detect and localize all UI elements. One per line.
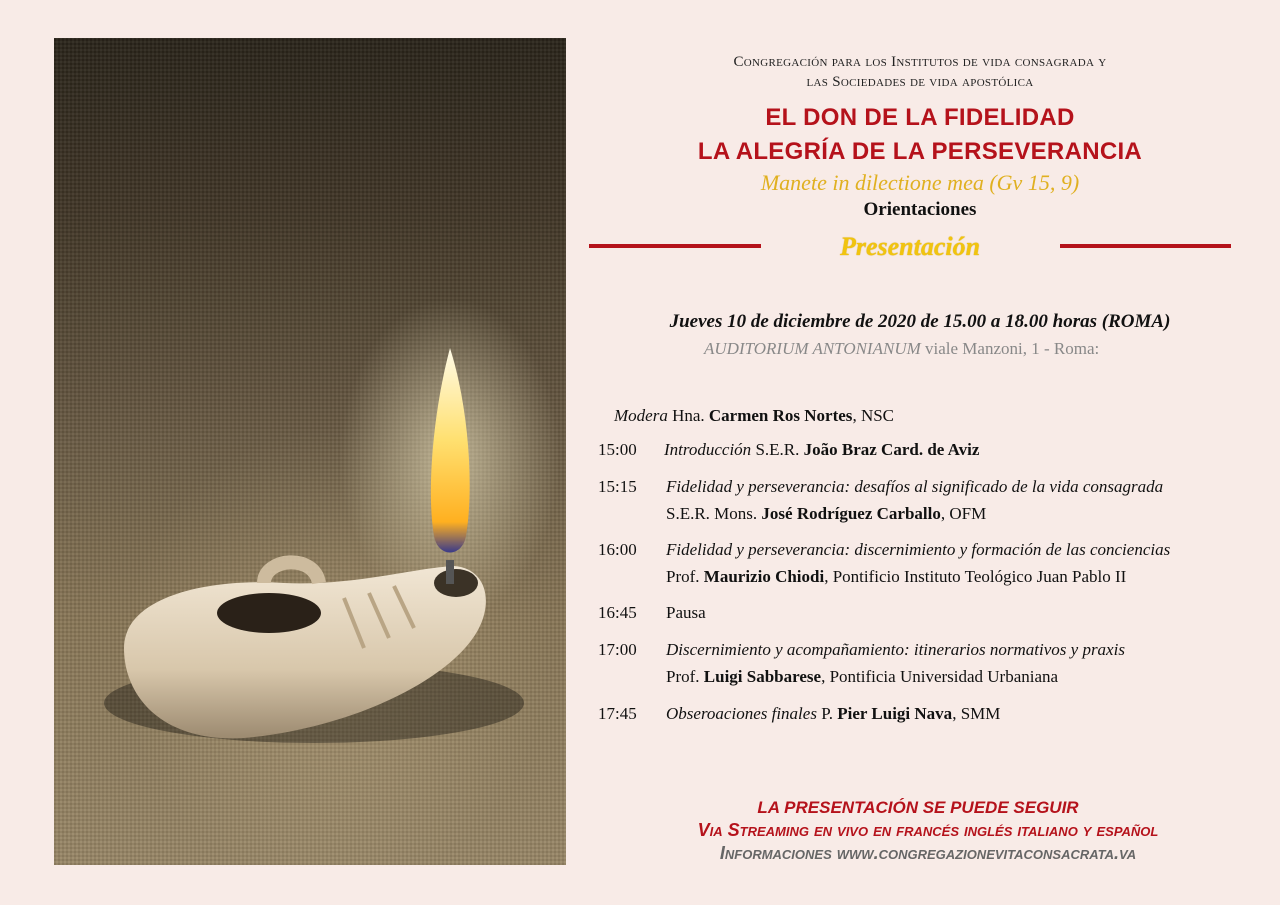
- organization-header: [600, 52, 1240, 92]
- speaker-prefix: Prof.: [666, 667, 700, 686]
- organization-line-1: Congregación para los Institutos de vida consagrada y: [733, 54, 1107, 70]
- speaker-affiliation: , OFM: [940, 504, 987, 523]
- footer-line-1: LA PRESENTACIÓN SE PUEDE SEGUIR: [757, 798, 1079, 817]
- speaker-name: Pier Luigi Nava: [837, 704, 953, 723]
- program-topic: Pausa: [666, 603, 706, 622]
- speaker-prefix: P.: [821, 704, 834, 723]
- program-time: 15:00: [598, 440, 637, 459]
- event-venue: [704, 339, 1099, 359]
- event-date: Jueves 10 de diciembre de 2020 de 15.00 a 18.00 horas (ROMA): [669, 311, 1171, 332]
- footer-line-2: Via Streaming en vivo en francés inglés italiano y español: [697, 820, 1159, 840]
- organization-line-2: las Sociedades de vida apostólica: [806, 74, 1034, 90]
- divider-right: [1060, 244, 1231, 248]
- presentation-heading: Presentación: [839, 232, 981, 261]
- program-topic: Fidelidad y perseverancia: desafíos al significado de la vida consagrada: [666, 477, 1164, 496]
- speaker-prefix: Prof.: [666, 567, 700, 586]
- footer-info-link[interactable]: Informaciones www.congregazionevitaconsacrata.va: [719, 843, 1137, 863]
- main-title-line-1: EL DON DE LA FIDELIDAD: [765, 104, 1075, 131]
- oil-lamp-photo: [54, 38, 566, 865]
- speaker-affiliation: , Pontificia Universidad Urbaniana: [821, 667, 1059, 686]
- moderator-suffix: , NSC: [852, 406, 895, 425]
- speaker-prefix: S.E.R.: [755, 440, 800, 459]
- program-line: [664, 440, 979, 460]
- moderator-line: [614, 406, 894, 426]
- venue-name: AUDITORIUM ANTONIANUM: [704, 339, 921, 358]
- speaker-name: Maurizio Chiodi: [703, 567, 825, 586]
- moderator-name: Carmen Ros Nortes: [708, 406, 853, 425]
- venue-address: viale Manzoni, 1 - Roma:: [925, 339, 1100, 358]
- program-topic: Obseroaciones finales: [666, 704, 817, 723]
- speaker-affiliation: , Pontificio Instituto Teológico Juan Pablo II: [824, 567, 1127, 586]
- program-speaker-line: [666, 504, 986, 524]
- program-topic: Fidelidad y perseverancia: discernimiento y formación de las conciencias: [666, 540, 1171, 559]
- motto: Manete in dilectione mea (Gv 15, 9): [760, 170, 1080, 195]
- subtitle: Orientaciones: [863, 199, 977, 220]
- program-time: 17:45: [598, 704, 637, 723]
- speaker-prefix: S.E.R. Mons.: [666, 504, 758, 523]
- speaker-name: João Braz Card. de Aviz: [803, 440, 980, 459]
- divider-left: [589, 244, 761, 248]
- program-time: 17:00: [598, 640, 637, 659]
- speaker-affiliation: , SMM: [952, 704, 1001, 723]
- speaker-name: Luigi Sabbarese: [703, 667, 822, 686]
- program-line: [666, 704, 1000, 724]
- main-title-line-2: LA ALEGRÍA DE LA PERSEVERANCIA: [697, 138, 1143, 165]
- oil-lamp-illustration: [54, 38, 566, 865]
- program-time: 16:00: [598, 540, 637, 559]
- program-time: 15:15: [598, 477, 637, 496]
- program-topic: Introducción: [664, 440, 752, 459]
- program-speaker-line: [666, 567, 1126, 587]
- speaker-name: José Rodríguez Carballo: [761, 504, 941, 523]
- program-time: 16:45: [598, 603, 637, 622]
- moderator-prefix: Hna.: [672, 406, 705, 425]
- program-topic: Discernimiento y acompañamiento: itinerarios normativos y praxis: [666, 640, 1125, 659]
- program-speaker-line: [666, 667, 1058, 687]
- moderator-label: Modera: [614, 406, 668, 425]
